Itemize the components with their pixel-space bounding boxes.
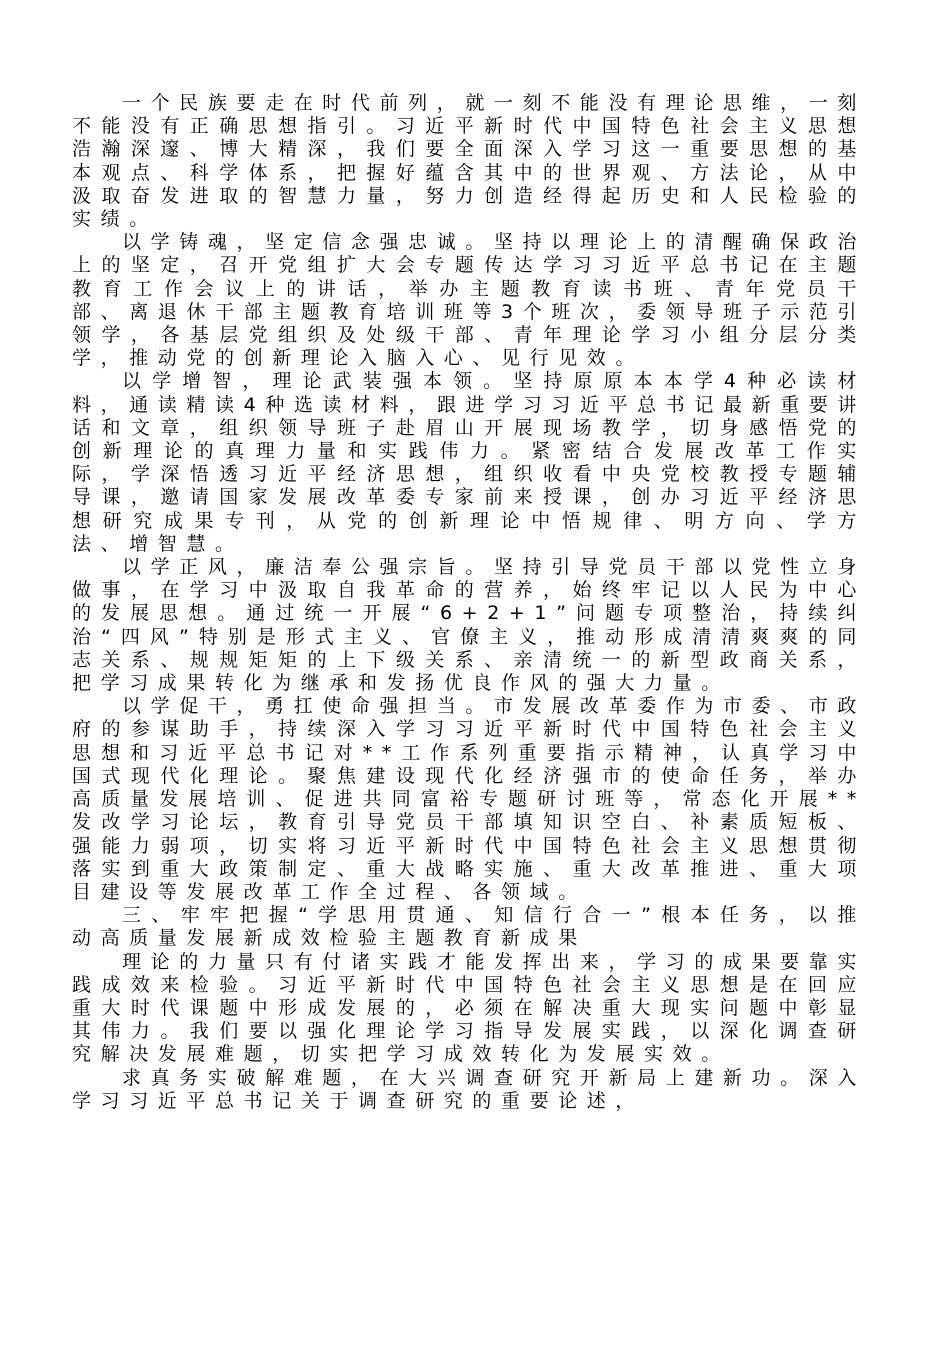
paragraph-style: 以学正风，廉洁奉公强宗旨。坚持引导党员干部以党性立身做事，在学习中汲取自我革命的营养，始终牢记以人民为中心的发展思想。通过统一开展“6+2+1”问题专项整治，持续纠治“四风”特别是形式主义、官僚主义，推动形成清清爽爽的同志关系、规规矩矩的上下级关系、亲清统一的新型政商关系，把学习成果转化为继承和发扬优良作风的强大力量。	[72, 556, 866, 695]
paragraph-intro: 一个民族要走在时代前列，就一刻不能没有理论思维，一刻不能没有正确思想指引。习近平新时代中国特色社会主义思想浩瀚深邃、博大精深，我们要全面深入学习这一重要思想的基本观点、科学体系，把握好蕴含其中的世界观、方法论，从中汲取奋发进取的智慧力量，努力创造经得起历史和人民检验的实绩。	[72, 92, 866, 231]
document-page	[72, 92, 866, 1113]
paragraph-wisdom: 以学增智，理论武装强本领。坚持原原本本学4种必读材料，通读精读4种选读材料，跟进学习习近平总书记最新重要讲话和文章，组织领导班子赴眉山开展现场教学，切身感悟党的创新理论的真理力量和实践伟力。紧密结合发展改革工作实际，学深悟透习近平经济思想，组织收看中央党校教授专题辅导课，邀请国家发展改革委专家前来授课，创办习近平经济思想研究成果专刊，从党的创新理论中悟规律、明方向、学方法、增智慧。	[72, 370, 866, 555]
paragraph-research: 求真务实破解难题，在大兴调查研究开新局上建新功。深入学习习近平总书记关于调查研究的重要论述，	[72, 1066, 866, 1112]
paragraph-soul: 以学铸魂，坚定信念强忠诚。坚持以理论上的清醒确保政治上的坚定，召开党组扩大会专题传达学习习近平总书记在主题教育工作会议上的讲话，举办主题教育读书班、青年党员干部、离退休干部主题教育培训班等3个班次，委领导班子示范引领学，各基层党组织及处级干部、青年理论学习小组分层分类学，推动党的创新理论入脑入心、见行见效。	[72, 231, 866, 370]
paragraph-practice: 理论的力量只有付诸实践才能发挥出来，学习的成果要靠实践成效来检验。习近平新时代中国特色社会主义思想是在回应重大时代课题中形成发展的，必须在解决重大现实问题中彰显其伟力。我们要以强化理论学习指导发展实践，以深化调查研究解决发展难题，切实把学习成效转化为发展实效。	[72, 950, 866, 1066]
section-heading-three: 三、牢牢把握“学思用贯通、知信行合一”根本任务，以推动高质量发展新成效检验主题教育新成果	[72, 904, 866, 950]
paragraph-action: 以学促干，勇扛使命强担当。市发展改革委作为市委、市政府的参谋助手，持续深入学习习近平新时代中国特色社会主义思想和习近平总书记对**工作系列重要指示精神，认真学习中国式现代化理论。聚焦建设现代化经济强市的使命任务，举办高质量发展培训、促进共同富裕专题研讨班等，常态化开展**发改学习论坛，教育引导党员干部填知识空白、补素质短板、强能力弱项，切实将习近平新时代中国特色社会主义思想贯彻落实到重大政策制定、重大战略实施、重大改革推进、重大项目建设等发展改革工作全过程、各领域。	[72, 695, 866, 903]
